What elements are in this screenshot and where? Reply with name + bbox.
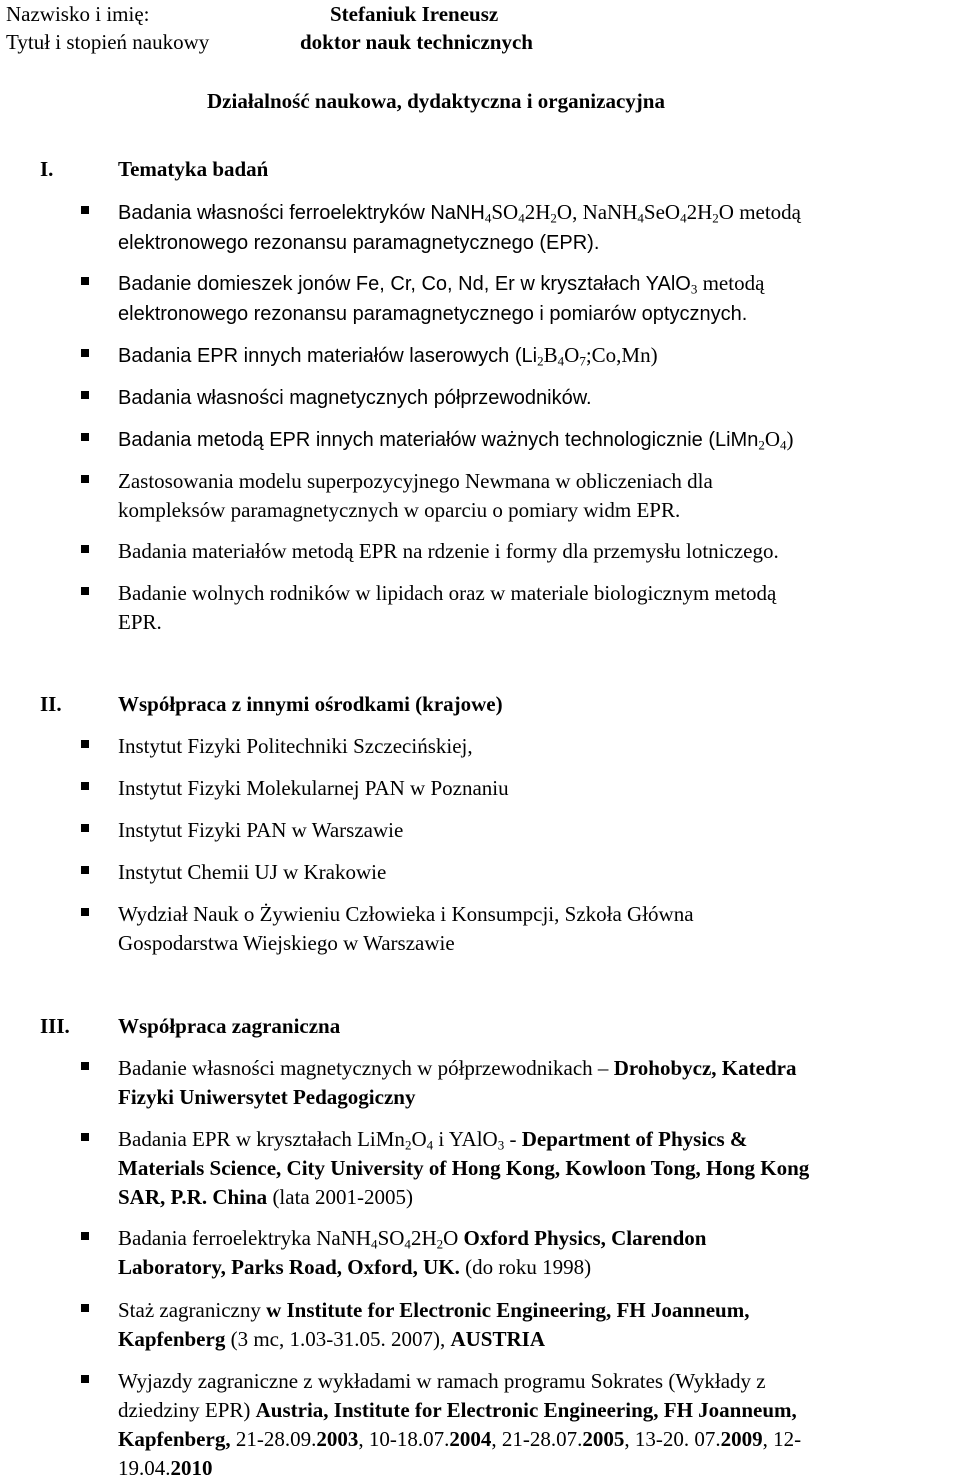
list-item: Badania materiałów metodą EPR na rdzenie i formy dla przemysłu lotniczego. xyxy=(118,537,950,566)
list-item: Badanie domieszek jonów Fe, Cr, Co, Nd, Er w kryształach YAlO$_3$ metodą elektronowego rezonansu paramagnetycznego i pomiarów optycznych. xyxy=(118,269,950,329)
square-bullet-icon xyxy=(81,1133,89,1141)
list-item: Zastosowania modelu superpozycyjnego Newmana w obliczeniach dla kompleksów paramagnetycznych w oparciu o pomiary widm EPR. xyxy=(118,467,950,525)
list-item: Instytut Chemii UJ w Krakowie xyxy=(118,858,950,887)
section-1-number: I. xyxy=(40,157,54,181)
name-value: Stefaniuk Ireneusz xyxy=(330,2,499,26)
square-bullet-icon xyxy=(81,1062,89,1070)
square-bullet-icon xyxy=(81,475,89,483)
square-bullet-icon xyxy=(81,206,89,214)
list-item: Wydział Nauk o Żywieniu Człowieka i Konsumpcji, Szkoła Główna Gospodarstwa Wiejskiego w Warszawie xyxy=(118,900,950,958)
section-3-title: Współpraca zagraniczna xyxy=(118,1014,341,1038)
square-bullet-icon xyxy=(81,740,89,748)
list-item: Badania ferroelektryka $NaNH_4SO_42H_2O$ Oxford Physics, Clarendon Laboratory, Parks Road, Oxford, UK. (do roku 1998) xyxy=(118,1224,950,1282)
list-item: Wyjazdy zagraniczne z wykładami w ramach programu Sokrates (Wykłady z dziedziny EPR) Austria, Institute for Electronic Engineering, FH Joanneum, Kapfenberg, 21-28.09.2003, 10-18.07.2004, 21-28.07.2005, 13-20. 07.2009, 12- 19.04.2010 xyxy=(118,1367,950,1483)
section-3-number: III. xyxy=(40,1014,70,1038)
square-bullet-icon xyxy=(81,866,89,874)
list-item: Instytut Fizyki PAN w Warszawie xyxy=(118,816,950,845)
list-item: Badania własności magnetycznych półprzewodników. xyxy=(118,383,950,413)
square-bullet-icon xyxy=(81,277,89,285)
list-item: Badania EPR w kryształach $LiMn_2O_4$ i YAlO$_3$ - Department of Physics & Materials Science, City University of Hong Kong, Kowloon Tong, Hong Kong SAR, P.R. China (lata 2001-2005) xyxy=(118,1125,950,1212)
square-bullet-icon xyxy=(81,391,89,399)
document-heading: Działalność naukowa, dydaktyczna i organizacyjna xyxy=(207,89,665,113)
title-value: doktor nauk technicznych xyxy=(300,30,533,54)
name-label: Nazwisko i imię: xyxy=(6,2,150,26)
square-bullet-icon xyxy=(81,908,89,916)
list-item: Instytut Fizyki Molekularnej PAN w Poznaniu xyxy=(118,774,950,803)
square-bullet-icon xyxy=(81,349,89,357)
title-label: Tytuł i stopień naukowy xyxy=(6,30,210,54)
section-1-title: Tematyka badań xyxy=(118,157,269,181)
list-item: Badanie własności magnetycznych w półprzewodnikach – Drohobycz, Katedra Fizyki Uniwersytet Pedagogiczny xyxy=(118,1054,950,1112)
square-bullet-icon xyxy=(81,1232,89,1240)
square-bullet-icon xyxy=(81,1304,89,1312)
square-bullet-icon xyxy=(81,545,89,553)
section-2-title: Współpraca z innymi ośrodkami (krajowe) xyxy=(118,692,503,716)
square-bullet-icon xyxy=(81,824,89,832)
list-item: Badanie wolnych rodników w lipidach oraz w materiale biologicznym metodą EPR. xyxy=(118,579,950,637)
square-bullet-icon xyxy=(81,587,89,595)
list-item: Badania EPR innych materiałów laserowych $(Li_2B_4O_7;Co,Mn)$ xyxy=(118,341,950,371)
square-bullet-icon xyxy=(81,433,89,441)
list-item: Instytut Fizyki Politechniki Szczecińskiej, xyxy=(118,732,950,761)
list-item: Staż zagraniczny w Institute for Electronic Engineering, FH Joanneum, Kapfenberg (3 mc, 1.03-31.05. 2007), AUSTRIA xyxy=(118,1296,950,1354)
square-bullet-icon xyxy=(81,782,89,790)
square-bullet-icon xyxy=(81,1375,89,1383)
list-item: Badania metodą EPR innych materiałów ważnych technologicznie $(LiMn_2O_4)$ xyxy=(118,425,950,455)
section-2-number: II. xyxy=(40,692,62,716)
list-item: Badania własności ferroelektryków $NaNH_4SO_42H_2O$, $NaNH_4SeO_42H_2O$ metodą elektronowego rezonansu paramagnetycznego (EPR). xyxy=(118,198,950,258)
